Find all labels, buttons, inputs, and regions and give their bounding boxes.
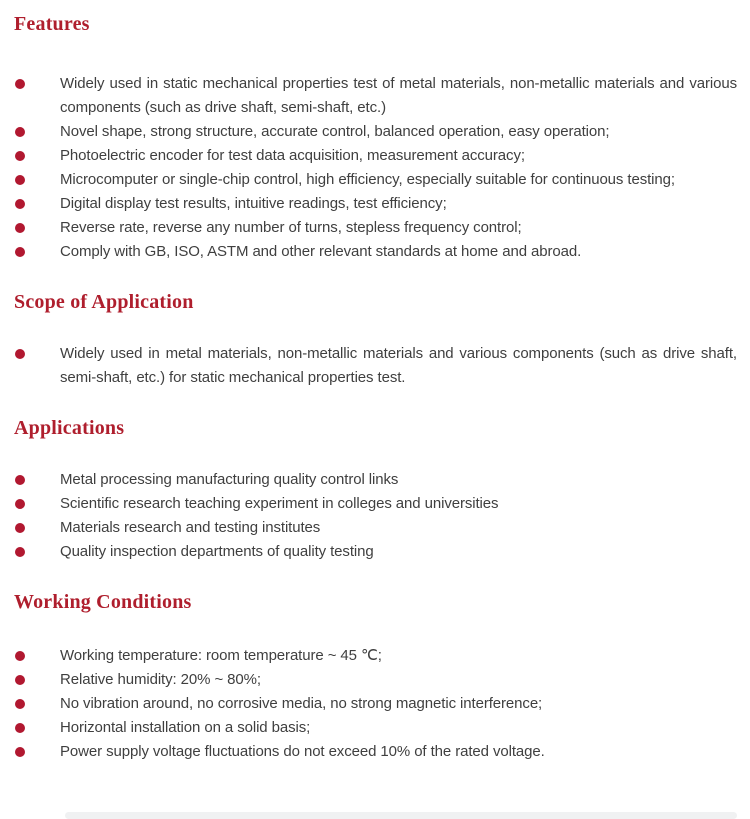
list-item — [14, 692, 737, 716]
section-applications — [14, 416, 737, 564]
list-item-text: Comply with GB, ISO, ASTM and other relevant standards at home and abroad. — [60, 243, 582, 260]
list-item-text: Photoelectric encoder for test data acquisition, measurement accuracy; — [60, 147, 525, 164]
list-item-text: Relative humidity: 20% ~ 80%; — [60, 671, 261, 688]
list-item — [14, 342, 737, 390]
bullet-icon — [15, 127, 25, 137]
bullet-icon — [15, 723, 25, 733]
bullet-icon — [15, 247, 25, 257]
section-heading-features: Features — [14, 13, 90, 35]
scope-list — [14, 342, 737, 390]
bullet-icon — [15, 675, 25, 685]
list-item-text: Metal processing manufacturing quality control links — [60, 471, 399, 488]
bullet-icon — [15, 699, 25, 709]
bullet-icon — [15, 523, 25, 533]
bullet-icon — [15, 151, 25, 161]
list-item — [14, 468, 737, 492]
section-scope-of-application — [14, 290, 737, 390]
list-item — [14, 516, 737, 540]
list-item-text: Quality inspection departments of quality testing — [60, 543, 374, 560]
list-item-text: Widely used in metal materials, non-metallic materials and various components (such as drive shaft, semi-shaft, etc.) for static mechanical properties test. — [60, 345, 737, 386]
applications-list — [14, 468, 737, 564]
bullet-icon — [15, 199, 25, 209]
section-features — [14, 12, 737, 264]
bullet-icon — [15, 349, 25, 359]
list-item-text: Microcomputer or single-chip control, high efficiency, especially suitable for continuous testing; — [60, 171, 675, 188]
list-item — [14, 540, 737, 564]
section-heading-applications: Applications — [14, 417, 125, 439]
bullet-icon — [15, 747, 25, 757]
list-item — [14, 144, 737, 168]
list-item-text: Reverse rate, reverse any number of turns, stepless frequency control; — [60, 219, 522, 236]
list-item — [14, 716, 737, 740]
list-item — [14, 192, 737, 216]
list-item — [14, 644, 737, 668]
list-item-text: Digital display test results, intuitive readings, test efficiency; — [60, 195, 447, 212]
section-heading-working-conditions: Working Conditions — [14, 591, 192, 613]
list-item — [14, 72, 737, 120]
list-item-text: Power supply voltage fluctuations do not exceed 10% of the rated voltage. — [60, 743, 545, 760]
list-item-text: Working temperature: room temperature ~ 45 ℃; — [60, 647, 382, 664]
bullet-icon — [15, 475, 25, 485]
bullet-icon — [15, 79, 25, 89]
list-item — [14, 492, 737, 516]
list-item-text: Novel shape, strong structure, accurate control, balanced operation, easy operation; — [60, 123, 610, 140]
list-item-text: Materials research and testing institutes — [60, 519, 321, 536]
list-item-text: Horizontal installation on a solid basis; — [60, 719, 311, 736]
list-item — [14, 216, 737, 240]
bullet-icon — [15, 223, 25, 233]
list-item-text: Widely used in static mechanical properties test of metal materials, non-metallic materials and various components (such as drive shaft, semi-shaft, etc.) — [60, 75, 737, 116]
section-working-conditions — [14, 590, 737, 764]
features-list — [14, 72, 737, 264]
horizontal-scrollbar-thumb[interactable] — [65, 812, 737, 819]
working-conditions-list — [14, 644, 737, 764]
list-item — [14, 668, 737, 692]
list-item-text: Scientific research teaching experiment in colleges and universities — [60, 495, 499, 512]
list-item — [14, 120, 737, 144]
bullet-icon — [15, 651, 25, 661]
bullet-icon — [15, 547, 25, 557]
list-item — [14, 240, 737, 264]
list-item — [14, 740, 737, 764]
bullet-icon — [15, 175, 25, 185]
list-item-text: No vibration around, no corrosive media, no strong magnetic interference; — [60, 695, 543, 712]
list-item — [14, 168, 737, 192]
bullet-icon — [15, 499, 25, 509]
section-heading-scope: Scope of Application — [14, 291, 194, 313]
